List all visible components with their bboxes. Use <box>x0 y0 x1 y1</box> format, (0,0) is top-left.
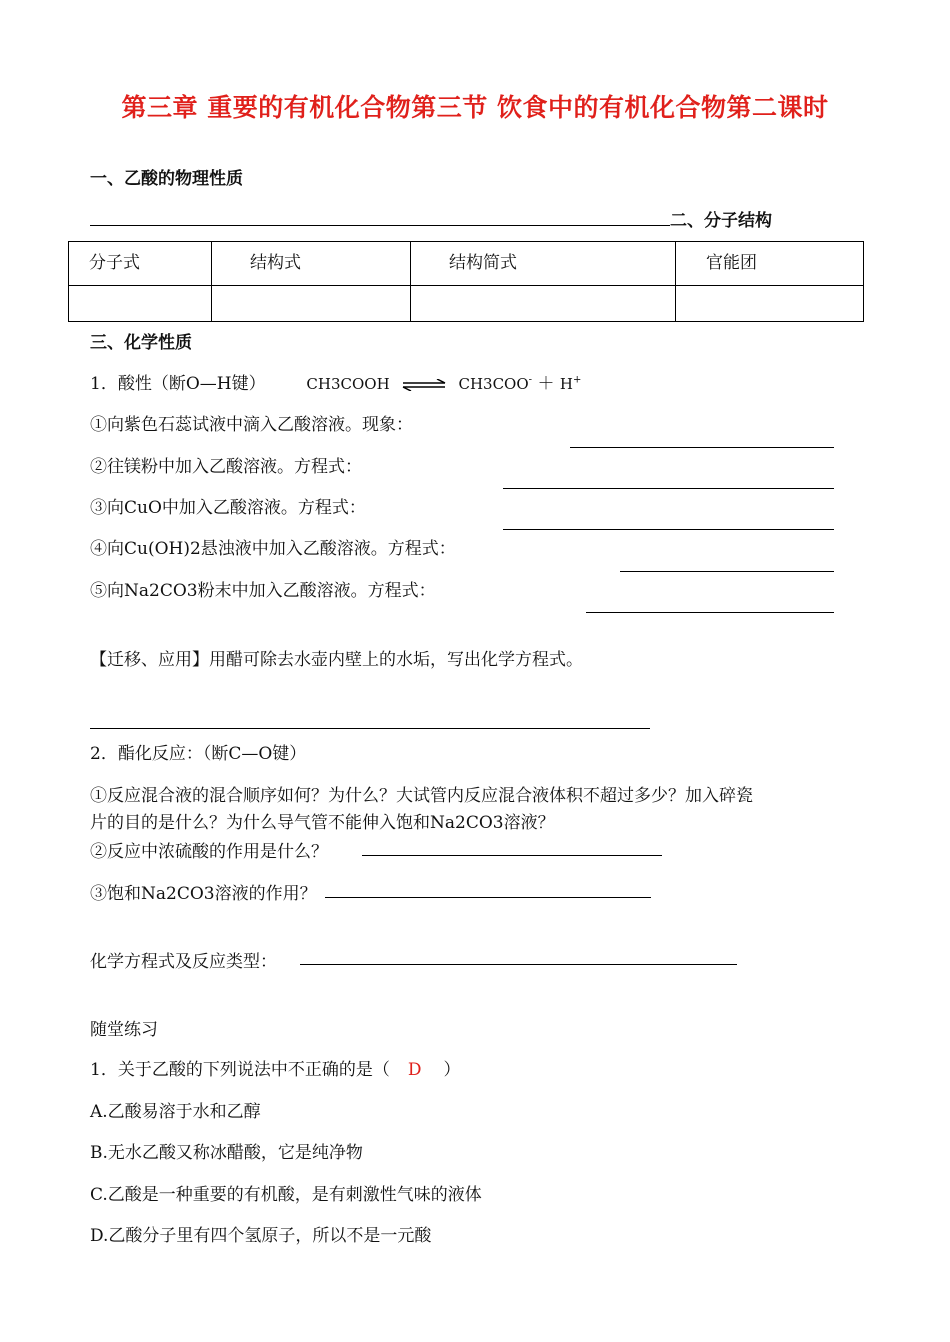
answer-line[interactable] <box>300 964 737 965</box>
header-formula: 分子式 <box>69 242 212 286</box>
plus-sign: ＋ <box>537 374 555 394</box>
section-molecular-structure: 二、分子结构 <box>670 211 772 231</box>
header-condensed: 结构简式 <box>411 242 676 286</box>
esterification-label: 2．酯化反应：（断C—O键） <box>90 744 307 764</box>
reactant: CH3COOH <box>306 375 390 393</box>
cell-condensed[interactable] <box>411 286 676 322</box>
item-na2co3: ⑤向Na2CO3粉末中加入乙酸溶液。方程式： <box>90 581 436 601</box>
structure-table <box>68 241 864 322</box>
option-a: A.乙酸易溶于水和乙醇 <box>90 1102 261 1122</box>
transfer-application: 【迁移、应用】用醋可除去水壶内壁上的水垢，写出化学方程式。 <box>90 650 583 670</box>
product-charge: - <box>528 374 533 386</box>
practice-question-1 <box>90 1055 460 1080</box>
answer-text: D <box>407 1060 422 1080</box>
product: CH3COO <box>458 375 529 393</box>
option-d: D.乙酸分子里有四个氢原子，所以不是一元酸 <box>90 1226 432 1246</box>
page-title: 第三章 重要的有机化合物第三节 饮食中的有机化合物第二课时 <box>121 93 829 122</box>
answer-line[interactable] <box>620 571 834 572</box>
equation-and-type: 化学方程式及反应类型： <box>90 952 277 972</box>
question-close: ） <box>443 1060 461 1080</box>
section-chemical-properties: 三、化学性质 <box>90 333 192 353</box>
header-structural: 结构式 <box>212 242 411 286</box>
answer-line[interactable] <box>325 897 651 898</box>
equilibrium-arrow-icon <box>401 379 447 391</box>
answer-line[interactable] <box>586 612 834 613</box>
item-cuo: ③向CuO中加入乙酸溶液。方程式： <box>90 498 366 518</box>
answer-line <box>90 225 670 226</box>
item-magnesium: ②往镁粉中加入乙酸溶液。方程式： <box>90 457 362 477</box>
acidity-line <box>90 369 581 394</box>
question-stem: 1．关于乙酸的下列说法中不正确的是（ <box>90 1060 390 1080</box>
answer-line[interactable] <box>503 529 834 530</box>
section-physical-properties: 一、乙酸的物理性质 <box>90 169 243 189</box>
answer-line[interactable] <box>362 855 662 856</box>
ion: H <box>559 375 573 393</box>
item-litmus: ①向紫色石蕊试液中滴入乙酸溶液。现象： <box>90 415 413 435</box>
option-c: C.乙酸是一种重要的有机酸，是有刺激性气味的液体 <box>90 1185 482 1205</box>
ester-question-1-line-1: ①反应混合液的混合顺序如何？为什么？大试管内反应混合液体积不超过多少？加入碎瓷 <box>90 786 753 806</box>
practice-heading: 随堂练习 <box>90 1020 158 1040</box>
answer-line[interactable] <box>503 488 834 489</box>
ester-question-1-line-2: 片的目的是什么？为什么导气管不能伸入饱和Na2CO3溶液？ <box>90 813 555 833</box>
answer-line[interactable] <box>90 728 650 729</box>
answer-line[interactable] <box>570 447 834 448</box>
cell-formula[interactable] <box>69 286 212 322</box>
option-b: B.无水乙酸又称冰醋酸，它是纯净物 <box>90 1143 363 1163</box>
header-functional-group: 官能团 <box>676 242 864 286</box>
item-cuoh2: ④向Cu(OH)2悬浊液中加入乙酸溶液。方程式： <box>90 539 456 559</box>
ion-charge: + <box>572 374 582 386</box>
ester-question-3: ③饱和Na2CO3溶液的作用？ <box>90 884 317 904</box>
acidity-label: 1．酸性（断O—H键） <box>90 374 266 394</box>
cell-functional-group[interactable] <box>676 286 864 322</box>
cell-structural[interactable] <box>212 286 411 322</box>
ester-question-2: ②反应中浓硫酸的作用是什么？ <box>90 842 328 862</box>
